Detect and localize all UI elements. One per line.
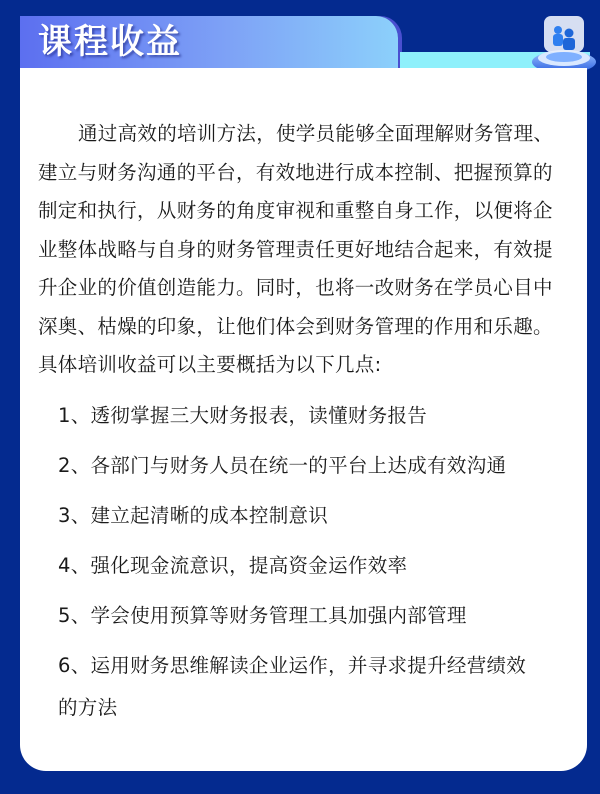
- list-item: [58, 653, 558, 720]
- intro-paragraph: 通过高效的培训方法，使学员能够全面理解财务管理、建立与财务沟通的平台，有效地进行成本控制、把握预算的制定和执行，从财务的角度审视和重整自身工作，以便将企业整体战略与自身的财务管理责任更好地结合起来，有效提升企业的价值创造能力。同时，也将一改财务在学员心目中深奥、枯燥的印象，让他们体会到财务管理的作用和乐趣。具体培训收益可以主要概括为以下几点:: [38, 122, 554, 376]
- list-item: 5、学会使用预算等财务管理工具加强内部管理: [58, 604, 467, 627]
- list-item: 1、透彻掌握三大财务报表，读懂财务报告: [58, 404, 428, 427]
- benefits-list: [58, 403, 558, 745]
- list-item: 3、建立起清晰的成本控制意识: [58, 504, 329, 527]
- section-title: 课程收益: [38, 22, 182, 62]
- list-item-text: 6、运用财务思维解读企业运作，并寻求提升经营绩效: [58, 654, 527, 677]
- people-group-icon: [528, 8, 600, 76]
- list-item: 2、各部门与财务人员在统一的平台上达成有效沟通: [58, 454, 507, 477]
- list-item: 4、强化现金流意识，提高资金运作效率: [58, 554, 408, 577]
- list-item-continuation: 的方法: [58, 696, 118, 719]
